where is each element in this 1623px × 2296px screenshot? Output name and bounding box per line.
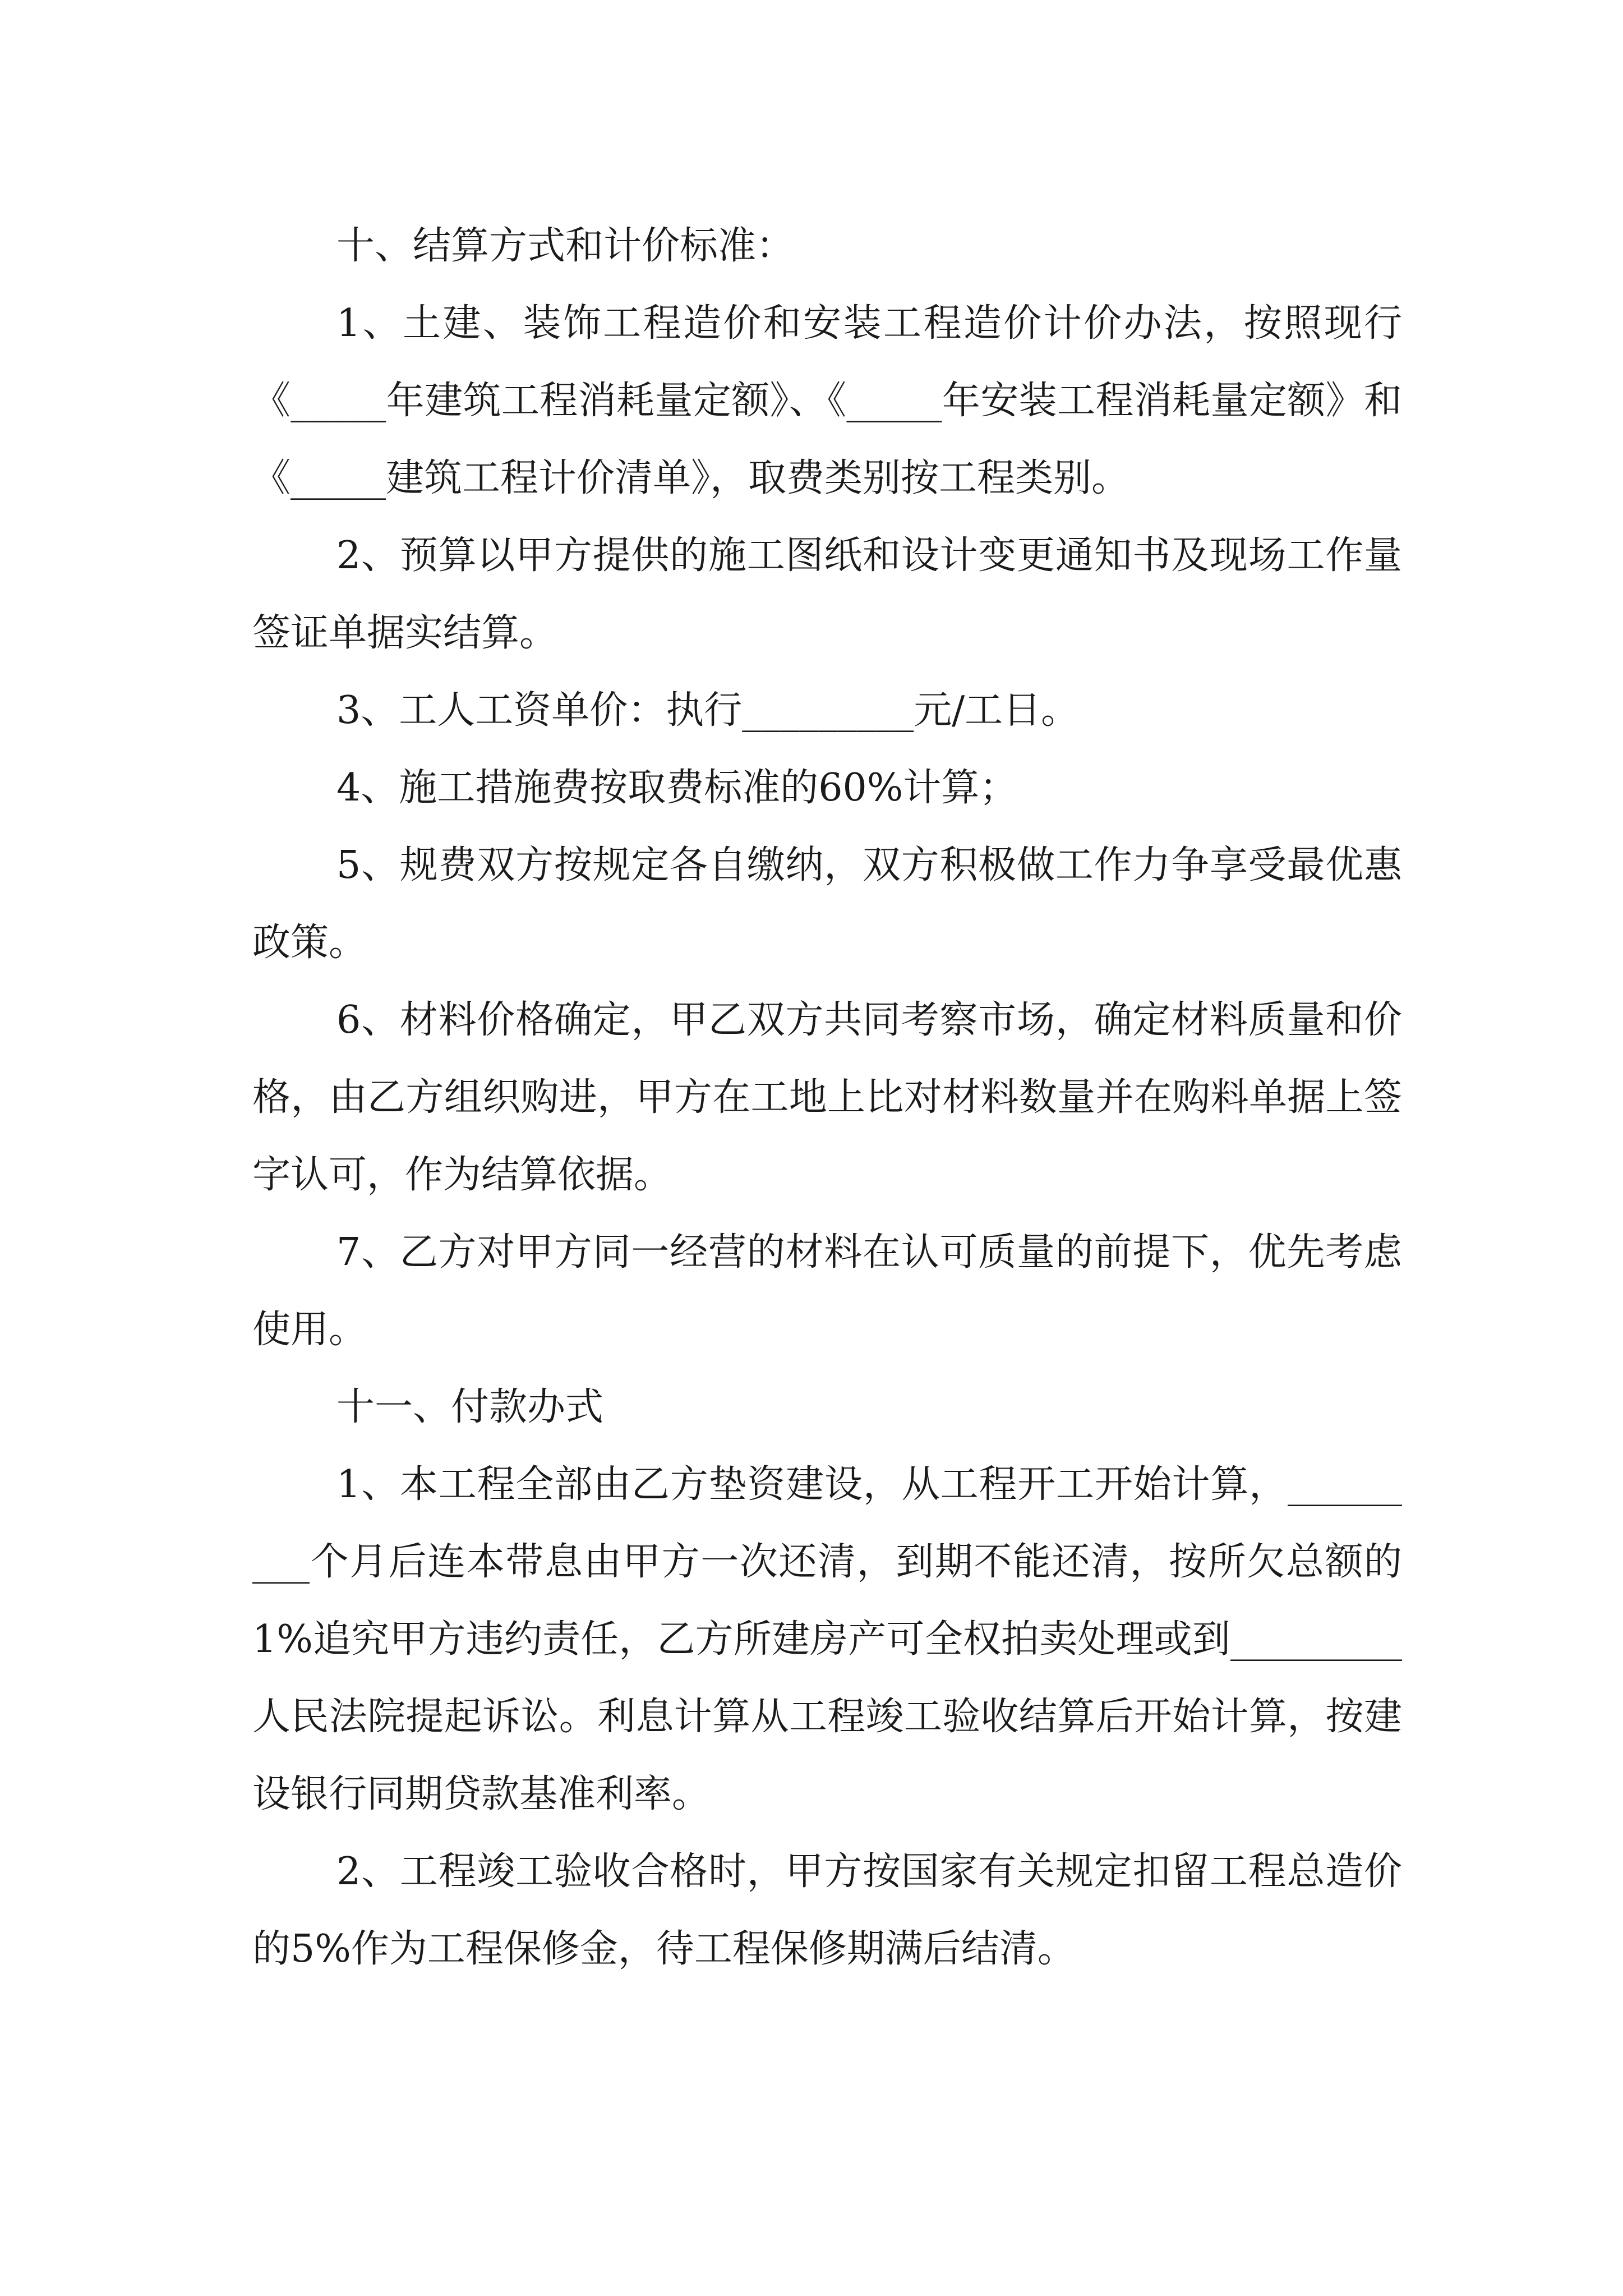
section-heading-payment: 十一、付款办式 — [336, 1385, 604, 1429]
clause-1-pricing-method: 1、土建、装饰工程造价和安装工程造价计价办法，按照现行《_____年建筑工程消耗量定额》、《_____年安装工程消耗量定额》和《_____建筑工程计价清单》，取费类别按工程类别。 — [252, 301, 1402, 500]
clause-6-material-price: 6、材料价格确定，甲乙双方共同考察市场，确定材料质量和价格，由乙方组织购进，甲方在工地上比对材料数量并在购料单据上签字认可，作为结算依据。 — [252, 998, 1402, 1197]
clause-5-regulatory-fees: 5、规费双方按规定各自缴纳，双方积极做工作力争享受最优惠政策。 — [252, 843, 1402, 965]
clause-4-measures-fee: 4、施工措施费按取费标准的60%计算； — [336, 766, 1018, 810]
clause-2-budget-settlement: 2、预算以甲方提供的施工图纸和设计变更通知书及现场工作量签证单据实结算。 — [252, 533, 1402, 655]
payment-clause-2: 2、工程竣工验收合格时，甲方按国家有关规定扣留工程总造价的5%作为工程保修金，待工程保修期满后结清。 — [252, 1849, 1402, 1971]
section-heading-settlement: 十、结算方式和计价标准： — [336, 224, 795, 268]
document-body — [252, 208, 1402, 1988]
clause-7-material-priority: 7、乙方对甲方同一经营的材料在认可质量的前提下，优先考虑使用。 — [252, 1230, 1402, 1352]
payment-clause-1: 1、本工程全部由乙方垫资建设，从工程开工开始计算，_________个月后连本带息由甲方一次还清，到期不能还清，按所欠总额的1%追究甲方违约责任，乙方所建房产可全权拍卖处理或到_________人民法院提起诉讼。利息计算从工程竣工验收结算后开始计算，按建设银行同期贷款基准利率。 — [252, 1462, 1402, 1816]
clause-3-labor-wage: 3、工人工资单价：执行_________元/工日。 — [336, 688, 1080, 733]
